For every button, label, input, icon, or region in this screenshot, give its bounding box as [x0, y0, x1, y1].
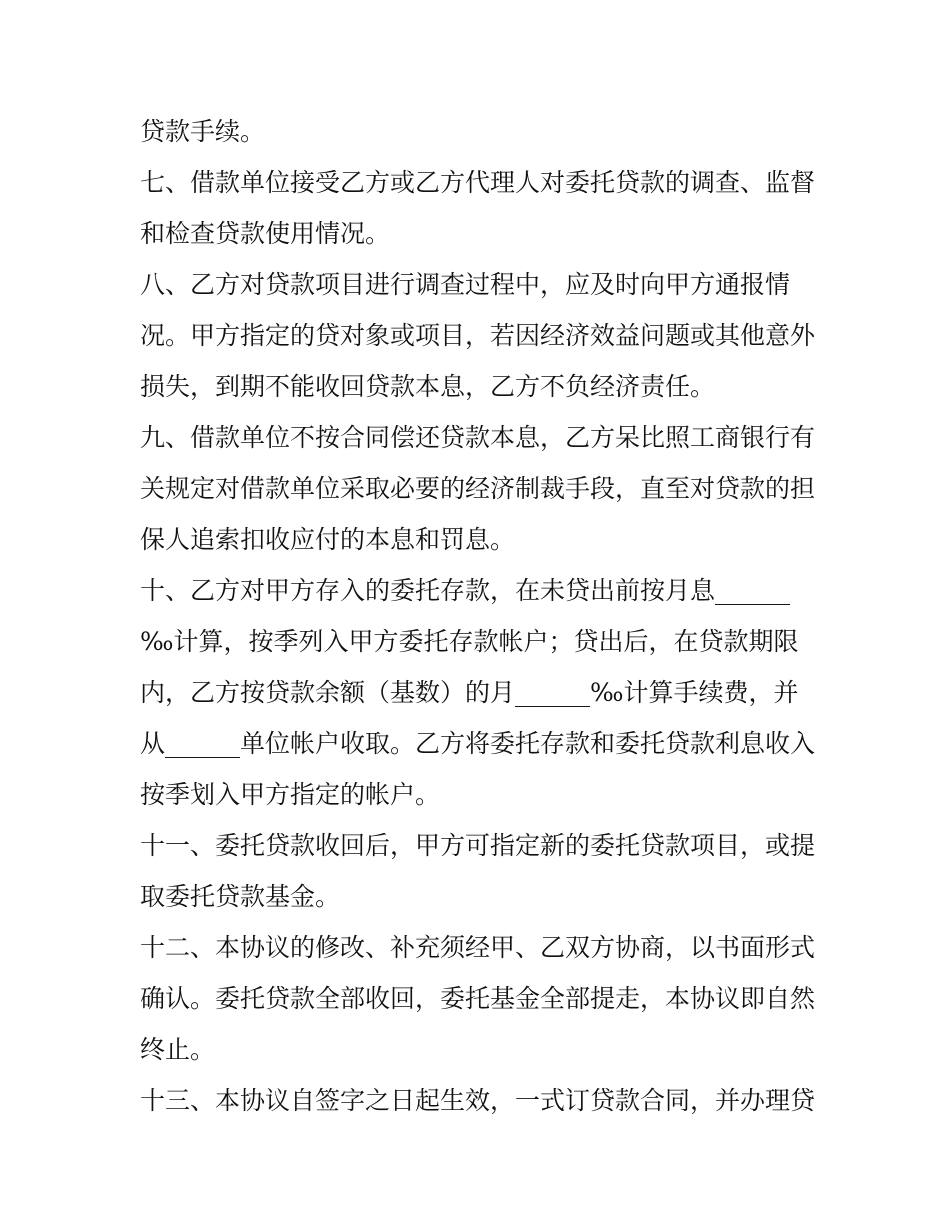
clause-10-line-5: 按季划入甲方指定的帐户。 [140, 780, 441, 809]
clause-9-line-2: 关规定对借款单位采取必要的经济制裁手段，直至对贷款的担 [140, 474, 816, 503]
clause-10-line-4: 从______单位帐户收取。乙方将委托存款和委托贷款利息收入 [140, 729, 816, 758]
clause-8-line-2: 况。甲方指定的贷对象或项目，若因经济效益问题或其他意外 [140, 321, 816, 350]
clause-8-line-1: 八、乙方对贷款项目进行调查过程中，应及时向甲方通报情 [140, 270, 791, 299]
clause-9-line-1: 九、借款单位不按合同偿还贷款本息，乙方呆比照工商银行有 [140, 423, 816, 452]
clause-9-line-3: 保人追索扣收应付的本息和罚息。 [140, 525, 516, 554]
clause-7-line-2: 和检查贷款使用情况。 [140, 219, 391, 248]
clause-7-line-1: 七、借款单位接受乙方或乙方代理人对委托贷款的调查、监督 [140, 168, 816, 197]
clause-11-line-2: 取委托贷款基金。 [140, 882, 341, 911]
text-line-1: 贷款手续。 [140, 117, 266, 146]
clause-8-line-3: 损失，到期不能收回贷款本息，乙方不负经济责任。 [140, 372, 716, 401]
clause-12-line-2: 确认。委托贷款全部收回，委托基金全部提走，本协议即自然 [140, 984, 816, 1013]
clause-13-line-1: 十三、本协议自签字之日起生效，一式订贷款合同，并办理贷 [140, 1086, 816, 1115]
document-body [140, 106, 820, 1126]
clause-10-line-2: ‰计算，按季列入甲方委托存款帐户；贷出后，在贷款期限 [140, 627, 799, 656]
clause-11-line-1: 十一、委托贷款收回后，甲方可指定新的委托贷款项目，或提 [140, 831, 816, 860]
clause-10-line-3: 内，乙方按贷款余额（基数）的月______‰计算手续费，并 [140, 678, 799, 707]
clause-12-line-1: 十二、本协议的修改、补充须经甲、乙双方协商，以书面形式 [140, 933, 816, 962]
clause-10-line-1: 十、乙方对甲方存入的委托存款，在未贷出前按月息______ [140, 576, 791, 605]
clause-12-line-3: 终止。 [140, 1035, 216, 1064]
